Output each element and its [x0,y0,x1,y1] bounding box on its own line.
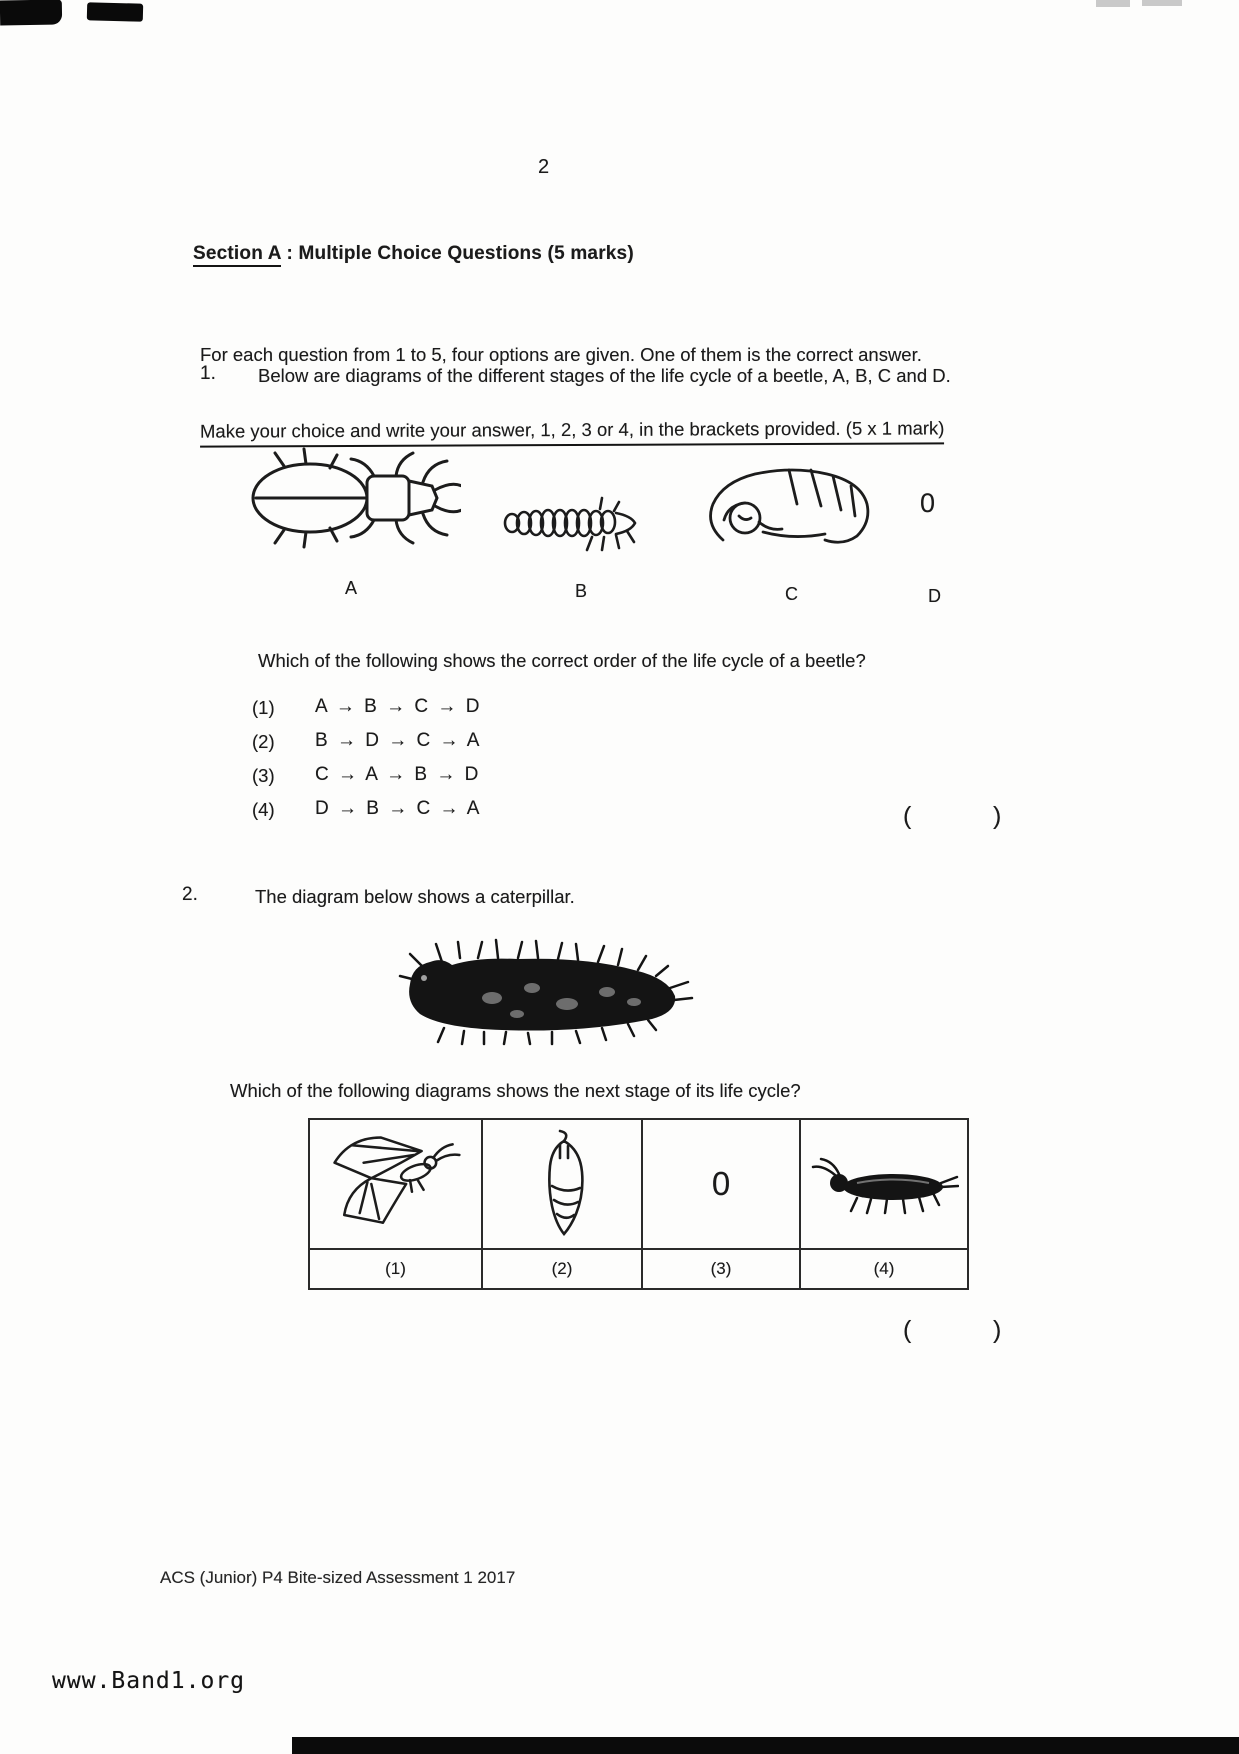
beetle-larva-figure [500,492,660,556]
question2-text: The diagram below shows a caterpillar. [255,886,575,907]
q1-option2-number: (2) [252,731,275,752]
scan-artifact-top-right-2 [1142,0,1182,6]
page-number: 2 [538,156,550,178]
watermark-url: www.Band1.org [52,1668,246,1694]
instructions-line2: Make your choice and write your answer, 1, 2, 3 or 4, in the brackets provided. (5 x 1 mark) [200,415,945,447]
exam-footer: ACS (Junior) P4 Bite-sized Assessment 1 2017 [160,1568,516,1587]
stage-label-a: A [345,578,358,598]
q1-option3-number: (3) [252,765,275,786]
scan-artifact-bottom-bar [292,1737,1239,1754]
q1-option4-number: (4) [252,799,275,820]
question1-subquestion: Which of the following shows the correct order of the life cycle of a beetle? [258,650,866,671]
question1-number: 1. [200,363,216,384]
section-heading-underlined: Section A [193,243,281,267]
q2-cell4-label: (4) [799,1248,967,1288]
egg-symbol-q2: 0 [641,1120,799,1248]
q1-option1-sequence: A → B → C → D [315,696,482,717]
scan-artifact-top-left [0,0,62,26]
q1-answer-bracket-open: ( [903,802,912,830]
caterpillar-figure [382,936,697,1046]
question2-number: 2. [182,884,198,905]
q1-answer-bracket-close: ) [993,802,1002,830]
beetle-adult-figure [246,430,461,570]
chrysalis-figure [481,1120,641,1248]
adult-insect-figure [799,1120,967,1248]
butterfly-figure [310,1120,481,1248]
section-heading [193,243,634,265]
q1-option2-sequence: B → D → C → A [315,730,482,751]
scan-artifact-top-right [1096,0,1130,7]
scan-artifact-top-left-2 [87,2,143,21]
section-heading-rest: : Multiple Choice Questions (5 marks) [281,243,634,264]
q2-choice-table [308,1118,969,1290]
question1-text: Below are diagrams of the different stages of the life cycle of a beetle, A, B, C and D. [258,365,951,386]
beetle-pupa-figure [693,460,883,558]
q1-option4-sequence: D → B → C → A [315,798,482,819]
q2-cell3-label: (3) [641,1248,799,1288]
q1-option1-number: (1) [252,697,275,718]
stage-label-d: D [928,586,941,606]
q1-option3-sequence: C → A → B → D [315,764,481,785]
q2-answer-bracket-close: ) [993,1316,1002,1344]
instructions-line1: For each question from 1 to 5, four options are given. One of them is the correct answer. [200,344,922,365]
stage-label-c: C [785,584,798,604]
question2-subquestion: Which of the following diagrams shows the next stage of its life cycle? [230,1080,801,1101]
q2-cell2-label: (2) [481,1248,641,1288]
egg-symbol-q1: 0 [920,488,936,518]
q2-answer-bracket-open: ( [903,1316,912,1344]
stage-label-b: B [575,581,588,601]
q2-cell1-label: (1) [310,1248,481,1288]
